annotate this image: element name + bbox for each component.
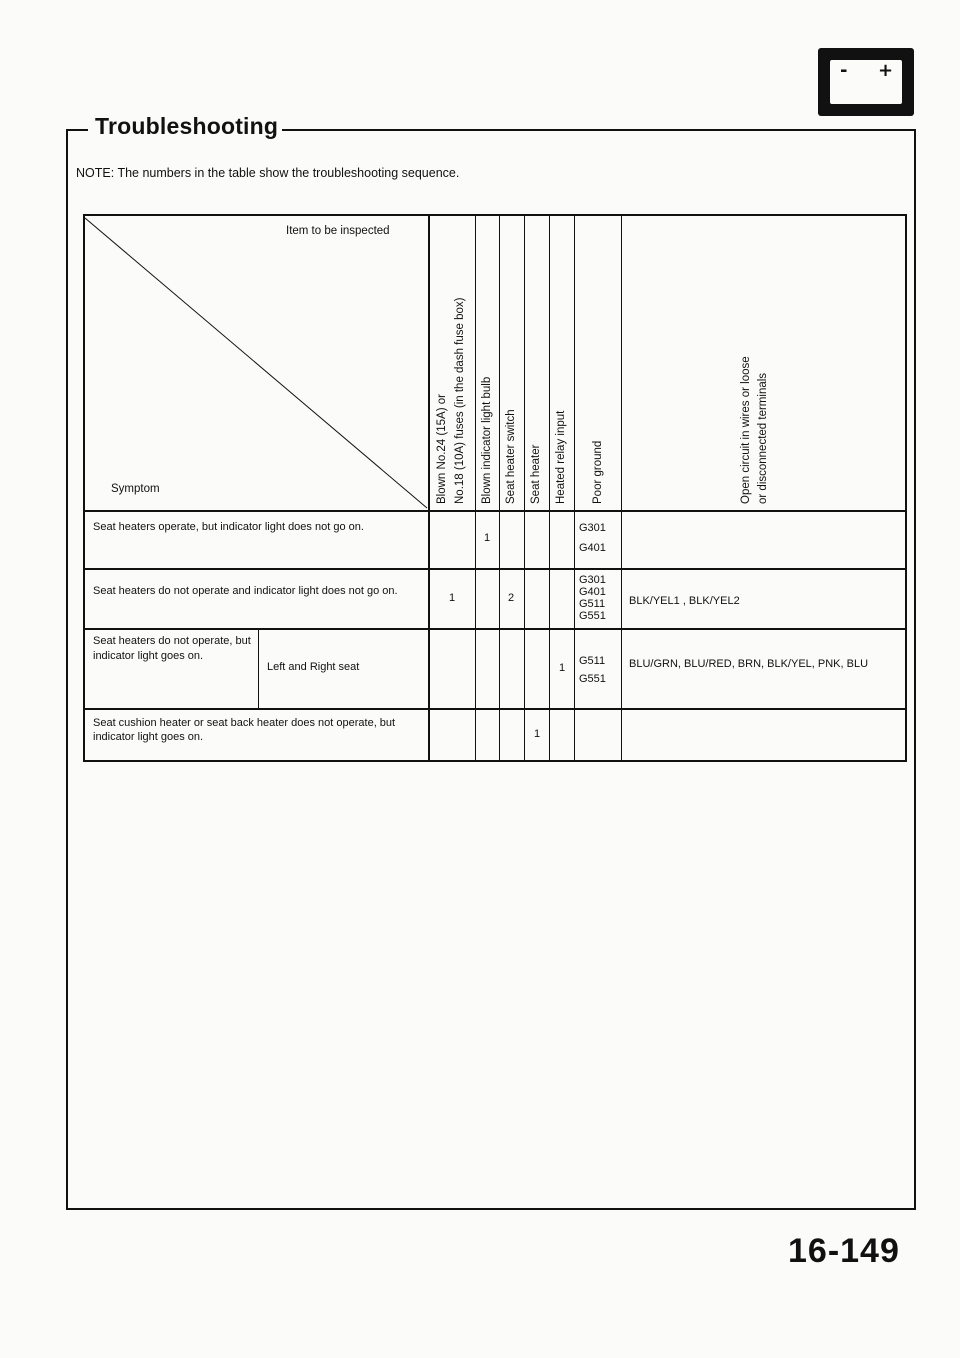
- col-divider-2: [499, 214, 500, 762]
- row2-switch-seq: 2: [507, 592, 515, 604]
- header-item-label: Item to be inspected: [286, 225, 390, 237]
- row1-symptom: Seat heaters operate, but indicator light does not go on.: [93, 521, 364, 533]
- row1-ground-1: G301: [579, 522, 606, 534]
- col-header-bulb: Blown indicator light bulb: [481, 376, 493, 504]
- col-header-wires-line1: Open circuit in wires or loose: [740, 356, 752, 504]
- table-border-right: [905, 214, 907, 762]
- battery-icon: [818, 48, 914, 116]
- battery-minus: -: [840, 60, 848, 81]
- col-header-heater: Seat heater: [530, 444, 542, 504]
- header-diagonal: [83, 214, 429, 510]
- col-divider-1: [475, 214, 476, 762]
- row-divider-1: [83, 510, 907, 512]
- col-divider-6: [621, 214, 622, 762]
- row3-ground-2: G551: [579, 673, 606, 685]
- row4-heater-seq: 1: [533, 728, 541, 740]
- table-border-bottom: [83, 760, 907, 762]
- row-divider-2: [83, 568, 907, 570]
- row2-ground-2: G401: [579, 586, 606, 598]
- row1-ground-2: G401: [579, 542, 606, 554]
- frame-bottom: [66, 1208, 916, 1210]
- col-header-switch: Seat heater switch: [505, 409, 517, 504]
- frame-top: [66, 129, 88, 131]
- col-divider-symptom: [428, 214, 430, 762]
- frame-left: [66, 129, 68, 1209]
- row3-symptom: Seat heaters do not operate, but indicator light goes on.: [93, 635, 251, 662]
- col-header-ground: Poor ground: [592, 440, 604, 504]
- row3-relay-seq: 1: [558, 662, 566, 674]
- col-divider-5: [574, 214, 575, 762]
- row2-ground-4: G551: [579, 610, 606, 622]
- col-header-wires-line2: or disconnected terminals: [757, 372, 769, 504]
- frame-right: [914, 130, 916, 1209]
- note-text: NOTE: The numbers in the table show the troubleshooting sequence.: [76, 166, 460, 180]
- troubleshooting-table: [83, 214, 907, 762]
- page-number: 16-149: [788, 1232, 900, 1270]
- row3-ground-1: G511: [579, 655, 606, 667]
- row3-subcondition: Left and Right seat: [267, 661, 360, 673]
- row3-sub-divider: [258, 628, 259, 708]
- col-header-fuse-line2: No.18 (10A) fuses (in the dash fuse box): [454, 297, 466, 504]
- col-header-fuse-line1: Blown No.24 (15A) or: [436, 394, 448, 504]
- col-header-relay: Heated relay input: [555, 410, 567, 504]
- row2-fuse-seq: 1: [448, 592, 456, 604]
- row2-symptom: Seat heaters do not operate and indicator light does not go on.: [93, 585, 398, 597]
- row3-wires: BLU/GRN, BLU/RED, BRN, BLK/YEL, PNK, BLU: [629, 658, 869, 670]
- row-divider-3: [83, 628, 907, 630]
- row-divider-4: [83, 708, 907, 710]
- row2-ground-3: G511: [579, 598, 606, 610]
- battery-plus: +: [878, 60, 894, 81]
- page-title: Troubleshooting: [95, 113, 279, 139]
- header-symptom-label: Symptom: [111, 483, 160, 495]
- row4-symptom: Seat cushion heater or seat back heater does not operate, but indicator light goes on.: [93, 717, 396, 743]
- title-rule: [282, 129, 916, 131]
- col-divider-3: [524, 214, 525, 762]
- row1-bulb-seq: 1: [483, 532, 491, 544]
- row2-ground-1: G301: [579, 574, 606, 586]
- row2-wires: BLK/YEL1 , BLK/YEL2: [629, 595, 740, 607]
- col-divider-4: [549, 214, 550, 762]
